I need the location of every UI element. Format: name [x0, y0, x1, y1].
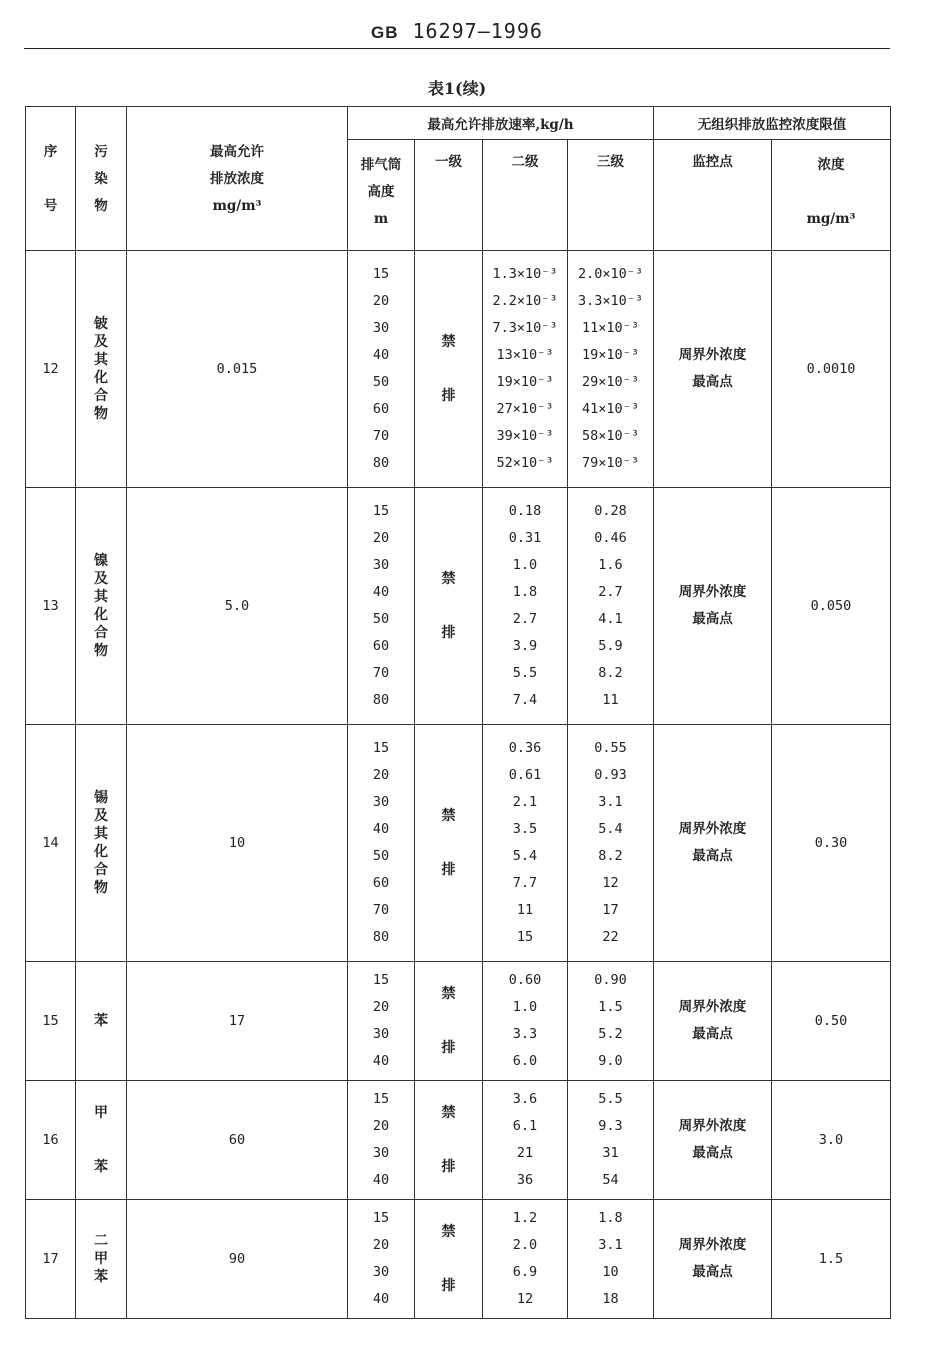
grade3-value: 4.1 [598, 611, 623, 627]
grade1-text: 禁 [441, 1224, 456, 1240]
stack-height-value: 15 [372, 1091, 390, 1107]
stack-height-value: 30 [372, 1145, 390, 1161]
table-row [26, 1081, 891, 1200]
cell-seq [26, 251, 76, 488]
cell-concentration [772, 1200, 891, 1319]
grade3-value: 2.0×10⁻³ [577, 266, 644, 282]
grade1-text: 排 [441, 1040, 456, 1056]
stack-height-value: 20 [372, 530, 390, 546]
header-concentration: 浓度 mg/m³ [772, 140, 891, 251]
grade1-text: 排 [441, 625, 456, 641]
grade3-value: 41×10⁻³ [582, 401, 639, 417]
grade3-value: 1.6 [598, 557, 623, 573]
cell-pollutant [76, 725, 127, 962]
grade2-value: 2.2×10⁻³ [492, 293, 558, 309]
grade3-value: 5.9 [598, 638, 623, 654]
grade2-value: 5.4 [512, 848, 538, 864]
cell-seq [26, 1081, 76, 1200]
grade1-text: 排 [441, 1278, 456, 1294]
cell-concentration [772, 1081, 891, 1200]
table-row [26, 488, 891, 725]
grade3-value: 5.5 [598, 1091, 623, 1107]
cell-grade2 [483, 962, 568, 1081]
seq-value: 13 [42, 598, 59, 614]
stack-height-value: 50 [372, 611, 390, 627]
grade3-value: 0.93 [594, 767, 627, 783]
stack-height-value: 40 [372, 1172, 390, 1188]
header-pollutant: 污 染 物 [76, 107, 127, 251]
pollutant-name: 二甲苯 [94, 1233, 108, 1285]
stack-height-value: 60 [372, 401, 390, 417]
max-concentration-value: 60 [228, 1132, 246, 1148]
stack-height-value: 80 [372, 692, 390, 708]
grade1-text: 排 [441, 862, 456, 878]
table-body [26, 251, 891, 1319]
stack-height-value: 20 [372, 999, 390, 1015]
stack-height-value: 50 [372, 374, 390, 390]
grade2-value: 1.8 [512, 584, 538, 600]
cell-concentration [772, 251, 891, 488]
header-grade1: 一级 [415, 140, 483, 251]
seq-value: 15 [42, 1013, 59, 1029]
stack-height-value: 40 [372, 1053, 390, 1069]
grade3-value: 3.1 [598, 1237, 623, 1253]
grade2-value: 0.31 [508, 530, 542, 546]
monitor-point-text: 最高点 [692, 1026, 733, 1042]
stack-height-value: 40 [372, 584, 390, 600]
pollutant-name: 铍及其化合物 [94, 316, 108, 422]
cell-grade2 [483, 725, 568, 962]
grade2-value: 0.18 [508, 503, 542, 519]
max-concentration-value: 90 [228, 1251, 246, 1267]
max-concentration-value: 17 [228, 1013, 246, 1029]
grade3-value: 8.2 [598, 848, 623, 864]
cell-grade1 [415, 251, 483, 488]
grade3-value: 8.2 [598, 665, 623, 681]
cell-seq [26, 962, 76, 1081]
cell-stack-heights [348, 1200, 415, 1319]
cell-monitor-point [654, 962, 772, 1081]
monitor-point-text: 周界外浓度 [678, 1237, 747, 1253]
monitor-point-text: 周界外浓度 [678, 347, 747, 363]
stack-height-value: 40 [372, 821, 390, 837]
cell-grade2 [483, 1081, 568, 1200]
max-concentration-value: 10 [228, 835, 246, 851]
cell-stack-heights [348, 251, 415, 488]
grade2-value: 19×10⁻³ [496, 374, 554, 390]
grade2-value: 2.1 [512, 794, 538, 810]
monitor-point-text: 周界外浓度 [678, 584, 747, 600]
header-monitor-point: 监控点 [654, 140, 772, 251]
cell-seq [26, 1200, 76, 1319]
cell-monitor-point [654, 251, 772, 488]
cell-pollutant [76, 1081, 127, 1200]
cell-pollutant [76, 962, 127, 1081]
grade2-value: 15 [516, 929, 534, 945]
grade1-text: 禁 [441, 571, 456, 587]
grade2-value: 5.5 [512, 665, 538, 681]
cell-stack-heights [348, 1081, 415, 1200]
grade3-value: 9.0 [598, 1053, 623, 1069]
cell-max-concentration [127, 1081, 348, 1200]
stack-height-value: 50 [372, 848, 390, 864]
cell-grade1 [415, 725, 483, 962]
stack-height-value: 60 [372, 875, 390, 891]
emission-limits-table [25, 106, 891, 1319]
standard-code: GB [371, 23, 399, 42]
grade3-value: 12 [602, 875, 619, 891]
grade2-value: 21 [516, 1145, 534, 1161]
stack-height-value: 70 [372, 902, 390, 918]
cell-max-concentration [127, 251, 348, 488]
stack-height-value: 15 [372, 266, 390, 282]
header-stack-height: 排气筒 高度 m [348, 140, 415, 251]
cell-grade1 [415, 1200, 483, 1319]
table-row [26, 725, 891, 962]
grade2-value: 6.1 [512, 1118, 538, 1134]
cell-grade2 [483, 251, 568, 488]
grade2-value: 7.7 [512, 875, 538, 891]
stack-height-value: 20 [372, 1237, 390, 1253]
grade3-value: 10 [602, 1264, 619, 1280]
concentration-value: 0.0010 [806, 361, 856, 377]
table-row [26, 962, 891, 1081]
grade3-value: 79×10⁻³ [582, 455, 639, 471]
grade3-value: 22 [602, 929, 619, 945]
seq-value: 14 [42, 835, 59, 851]
cell-concentration [772, 488, 891, 725]
grade2-value: 52×10⁻³ [496, 455, 554, 471]
grade3-value: 3.1 [598, 794, 623, 810]
grade3-value: 9.3 [598, 1118, 623, 1134]
stack-height-value: 15 [372, 740, 390, 756]
stack-height-value: 40 [372, 347, 390, 363]
monitor-point-text: 周界外浓度 [678, 999, 747, 1015]
stack-height-value: 30 [372, 557, 390, 573]
stack-height-value: 30 [372, 794, 390, 810]
monitor-point-text: 最高点 [692, 374, 733, 390]
header-row-top [26, 107, 891, 140]
stack-height-value: 30 [372, 1026, 390, 1042]
grade2-value: 39×10⁻³ [496, 428, 554, 444]
seq-value: 16 [42, 1132, 59, 1148]
grade3-value: 0.46 [594, 530, 627, 546]
document-header [24, 14, 890, 49]
cell-concentration [772, 725, 891, 962]
grade3-value: 5.4 [598, 821, 623, 837]
pollutant-name: 苯 [94, 1013, 108, 1029]
grade2-value: 27×10⁻³ [496, 401, 554, 417]
grade3-value: 2.7 [598, 584, 623, 600]
stack-height-value: 15 [372, 1210, 390, 1226]
concentration-value: 0.050 [810, 598, 852, 614]
grade2-value: 1.2 [512, 1210, 538, 1226]
grade2-value: 13×10⁻³ [496, 347, 554, 363]
header-seq-lines: 序 号 [43, 144, 58, 214]
header-fugitive-group: 无组织排放监控浓度限值 [654, 107, 891, 140]
cell-stack-heights [348, 962, 415, 1081]
grade2-value: 0.61 [508, 767, 542, 783]
grade2-value: 2.0 [512, 1237, 538, 1253]
cell-seq [26, 725, 76, 962]
grade2-value: 36 [516, 1172, 534, 1188]
table-row [26, 251, 891, 488]
grade1-text: 禁 [441, 1105, 456, 1121]
monitor-point-text: 周界外浓度 [678, 1118, 747, 1134]
table-caption: 表1(续) [427, 79, 487, 98]
cell-pollutant [76, 251, 127, 488]
cell-max-concentration [127, 725, 348, 962]
standard-number: 16297—1996 [412, 19, 543, 43]
cell-grade1 [415, 962, 483, 1081]
grade2-value: 1.0 [512, 557, 538, 573]
cell-grade2 [483, 488, 568, 725]
cell-grade3 [568, 962, 654, 1081]
grade1-text: 禁 [441, 334, 456, 350]
grade3-value: 0.55 [594, 740, 627, 756]
grade3-value: 3.3×10⁻³ [577, 293, 644, 309]
cell-max-concentration [127, 962, 348, 1081]
grade3-value: 0.90 [594, 972, 627, 988]
grade3-value: 11 [602, 692, 619, 708]
stack-height-value: 30 [372, 1264, 390, 1280]
grade2-value: 2.7 [512, 611, 538, 627]
grade2-value: 6.9 [512, 1264, 538, 1280]
grade2-value: 7.4 [512, 692, 538, 708]
cell-grade3 [568, 1200, 654, 1319]
cell-grade3 [568, 1081, 654, 1200]
max-concentration-value: 0.015 [216, 361, 258, 377]
cell-max-concentration [127, 1200, 348, 1319]
grade2-value: 3.9 [512, 638, 538, 654]
stack-height-value: 70 [372, 428, 390, 444]
grade2-value: 6.0 [512, 1053, 538, 1069]
cell-grade2 [483, 1200, 568, 1319]
seq-value: 12 [42, 361, 59, 377]
grade3-value: 54 [602, 1172, 619, 1188]
cell-monitor-point [654, 1200, 772, 1319]
grade3-value: 19×10⁻³ [582, 347, 639, 363]
seq-value: 17 [42, 1251, 59, 1267]
table-row [26, 1200, 891, 1319]
header-max-concentration: 最高允许 排放浓度 mg/m³ [127, 107, 348, 251]
cell-monitor-point [654, 1081, 772, 1200]
grade3-value: 17 [602, 902, 619, 918]
grade1-text: 排 [441, 1159, 456, 1175]
stack-height-value: 70 [372, 665, 390, 681]
grade1-text: 禁 [441, 808, 456, 824]
cell-monitor-point [654, 725, 772, 962]
concentration-value: 0.50 [814, 1013, 848, 1029]
pollutant-name: 甲苯 [94, 1105, 108, 1175]
cell-pollutant [76, 1200, 127, 1319]
stack-height-value: 30 [372, 320, 390, 336]
cell-stack-heights [348, 488, 415, 725]
stack-height-value: 20 [372, 293, 390, 309]
header-seq [26, 107, 76, 251]
grade3-value: 29×10⁻³ [582, 374, 639, 390]
grade3-value: 31 [602, 1145, 619, 1161]
stack-height-value: 15 [372, 972, 390, 988]
grade2-value: 7.3×10⁻³ [492, 320, 558, 336]
cell-seq [26, 488, 76, 725]
cell-monitor-point [654, 488, 772, 725]
cell-pollutant [76, 488, 127, 725]
monitor-point-text: 最高点 [692, 611, 733, 627]
header-grade2: 二级 [483, 140, 568, 251]
grade2-value: 11 [516, 902, 534, 918]
grade2-value: 3.5 [512, 821, 538, 837]
monitor-point-text: 周界外浓度 [678, 821, 747, 837]
concentration-value: 1.5 [818, 1251, 844, 1267]
grade3-value: 11×10⁻³ [582, 320, 639, 336]
stack-height-value: 60 [372, 638, 390, 654]
grade2-value: 0.36 [508, 740, 542, 756]
grade2-value: 0.60 [508, 972, 542, 988]
pollutant-name: 锡及其化合物 [94, 790, 108, 896]
cell-grade1 [415, 1081, 483, 1200]
concentration-value: 0.30 [814, 835, 848, 851]
header-emission-rate-group: 最高允许排放速率,kg/h [348, 107, 654, 140]
grade2-value: 1.3×10⁻³ [492, 266, 558, 282]
grade2-value: 1.0 [512, 999, 538, 1015]
stack-height-value: 80 [372, 455, 390, 471]
cell-grade3 [568, 251, 654, 488]
grade2-value: 12 [516, 1291, 534, 1307]
grade3-value: 58×10⁻³ [582, 428, 639, 444]
grade3-value: 18 [602, 1291, 619, 1307]
stack-height-value: 20 [372, 767, 390, 783]
monitor-point-text: 最高点 [692, 1145, 733, 1161]
concentration-value: 3.0 [818, 1132, 844, 1148]
stack-height-value: 15 [372, 503, 390, 519]
grade3-value: 5.2 [598, 1026, 623, 1042]
stack-height-value: 20 [372, 1118, 390, 1134]
cell-grade3 [568, 725, 654, 962]
grade3-value: 1.5 [598, 999, 623, 1015]
grade3-value: 0.28 [594, 503, 627, 519]
pollutant-name: 镍及其化合物 [94, 553, 108, 659]
cell-grade3 [568, 488, 654, 725]
grade1-text: 禁 [441, 986, 456, 1002]
monitor-point-text: 最高点 [692, 848, 733, 864]
grade1-text: 排 [441, 388, 456, 404]
monitor-point-text: 最高点 [692, 1264, 733, 1280]
cell-max-concentration [127, 488, 348, 725]
stack-height-value: 40 [372, 1291, 390, 1307]
cell-grade1 [415, 488, 483, 725]
max-concentration-value: 5.0 [224, 598, 250, 614]
stack-height-value: 80 [372, 929, 390, 945]
header-grade3: 三级 [568, 140, 654, 251]
grade2-value: 3.6 [512, 1091, 538, 1107]
grade2-value: 3.3 [512, 1026, 538, 1042]
cell-concentration [772, 962, 891, 1081]
grade3-value: 1.8 [598, 1210, 623, 1226]
cell-stack-heights [348, 725, 415, 962]
